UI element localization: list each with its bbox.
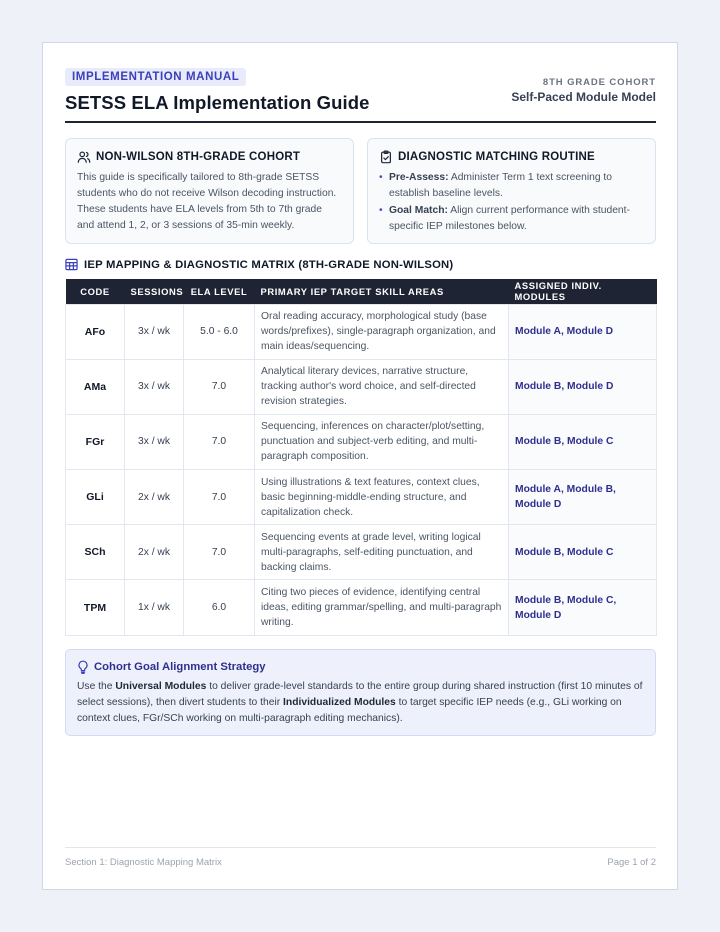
cell-ela-level: 5.0 - 6.0	[184, 304, 255, 359]
cell-code: AMa	[66, 359, 125, 414]
cell-code: GLi	[66, 470, 125, 525]
users-icon	[77, 150, 91, 164]
strategy-emphasis: Individualized Modules	[283, 697, 396, 708]
page-header	[65, 67, 656, 123]
iep-matrix-table	[65, 279, 657, 636]
cohort-label: 8TH GRADE COHORT	[542, 77, 656, 88]
footer-section-label: Section 1: Diagnostic Mapping Matrix	[65, 857, 222, 868]
cell-modules: Module B, Module C, Module D	[509, 580, 657, 635]
cell-skills: Oral reading accuracy, morphological study (base words/prefixes), single-paragraph organization, and main ideas/sequencing.	[255, 304, 509, 359]
column-header-code: CODE	[66, 279, 125, 304]
cell-modules: Module B, Module C	[509, 525, 657, 580]
cell-skills: Sequencing, inferences on character/plot/setting, punctuation and subject-verb editing, and multi-paragraph composition.	[255, 414, 509, 469]
diagnostic-list	[379, 170, 644, 234]
table-row	[66, 580, 657, 635]
document-page	[42, 42, 678, 890]
cohort-card	[65, 138, 354, 244]
list-item-label: Goal Match:	[389, 205, 448, 216]
cell-code: TPM	[66, 580, 125, 635]
list-item-text: Administer Term 1 text screening to establish baseline levels.	[389, 172, 613, 199]
cell-ela-level: 6.0	[184, 580, 255, 635]
cell-sessions: 2x / wk	[125, 470, 184, 525]
cell-sessions: 3x / wk	[125, 359, 184, 414]
cohort-card-title: NON-WILSON 8TH-GRADE COHORT	[96, 151, 301, 163]
table-row	[66, 359, 657, 414]
footer-page-number: Page 1 of 2	[607, 857, 656, 868]
strategy-text: to target specific IEP needs (e.g., GLi working on context clues, FGr/SCh working on multi-paragraph editing mechanics).	[77, 697, 622, 724]
table-row	[66, 470, 657, 525]
cell-sessions: 2x / wk	[125, 525, 184, 580]
cell-ela-level: 7.0	[184, 359, 255, 414]
cell-skills: Sequencing events at grade level, writing logical multi-paragraphs, self-editing punctuation, and backing claims.	[255, 525, 509, 580]
cell-skills: Citing two pieces of evidence, identifying central ideas, editing grammar/spelling, and multi-paragraph writing.	[255, 580, 509, 635]
strategy-text: to deliver grade-level standards to the entire group during shared instruction (first 10 minutes of select sessions), then divert students to their	[77, 681, 643, 708]
cell-sessions: 1x / wk	[125, 580, 184, 635]
page-content	[65, 67, 656, 868]
column-header-sessions: SESSIONS	[125, 279, 184, 304]
diagnostic-card	[367, 138, 656, 244]
column-header-ela-level: ELA LEVEL	[184, 279, 255, 304]
column-header-skills: PRIMARY IEP TARGET SKILL AREAS	[255, 279, 509, 304]
list-item	[379, 203, 644, 234]
page-footer	[65, 847, 656, 877]
cell-ela-level: 7.0	[184, 525, 255, 580]
lightbulb-icon	[77, 660, 89, 674]
cell-skills: Analytical literary devices, narrative structure, tracking author's word choice, and self-directed revision strategies.	[255, 359, 509, 414]
cell-modules: Module B, Module D	[509, 359, 657, 414]
cell-ela-level: 7.0	[184, 414, 255, 469]
cell-modules: Module A, Module B, Module D	[509, 470, 657, 525]
table-row	[66, 304, 657, 359]
cell-code: SCh	[66, 525, 125, 580]
table-row	[66, 414, 657, 469]
strategy-callout	[65, 649, 656, 736]
strategy-text: Use the	[77, 681, 116, 692]
cell-code: FGr	[66, 414, 125, 469]
strategy-title: Cohort Goal Alignment Strategy	[94, 661, 266, 673]
cell-modules: Module B, Module C	[509, 414, 657, 469]
info-cards	[65, 138, 656, 244]
list-item-label: Pre-Assess:	[389, 172, 449, 183]
cell-skills: Using illustrations & text features, context clues, basic beginning-middle-ending structure, and capitalization check.	[255, 470, 509, 525]
table-row	[66, 525, 657, 580]
cell-sessions: 3x / wk	[125, 414, 184, 469]
strategy-body	[77, 679, 644, 727]
list-item	[379, 170, 644, 201]
cell-sessions: 3x / wk	[125, 304, 184, 359]
model-label: Self-Paced Module Model	[511, 90, 656, 104]
list-item-text: Align current performance with student-specific IEP milestones below.	[389, 205, 630, 232]
manual-tag: IMPLEMENTATION MANUAL	[65, 68, 246, 86]
strategy-emphasis: Universal Modules	[115, 681, 207, 692]
cell-ela-level: 7.0	[184, 470, 255, 525]
diagnostic-card-title: DIAGNOSTIC MATCHING ROUTINE	[398, 151, 595, 163]
table-header-row	[66, 279, 657, 304]
column-header-modules: ASSIGNED INDIV. MODULES	[509, 279, 657, 304]
cohort-card-body: This guide is specifically tailored to 8th-grade SETSS students who do not receive Wilson decoding instruction. These students have ELA levels from 5th to 7th grade and attend 1, 2, or 3 sessions of 35-min weekly.	[77, 172, 337, 231]
table-icon	[65, 258, 78, 271]
matrix-title: IEP MAPPING & DIAGNOSTIC MATRIX (8TH-GRADE NON-WILSON)	[84, 258, 454, 271]
matrix-section-head	[65, 258, 453, 271]
cell-code: AFo	[66, 304, 125, 359]
clipboard-check-icon	[379, 150, 393, 164]
cell-modules: Module A, Module D	[509, 304, 657, 359]
page-title: SETSS ELA Implementation Guide	[65, 92, 370, 113]
